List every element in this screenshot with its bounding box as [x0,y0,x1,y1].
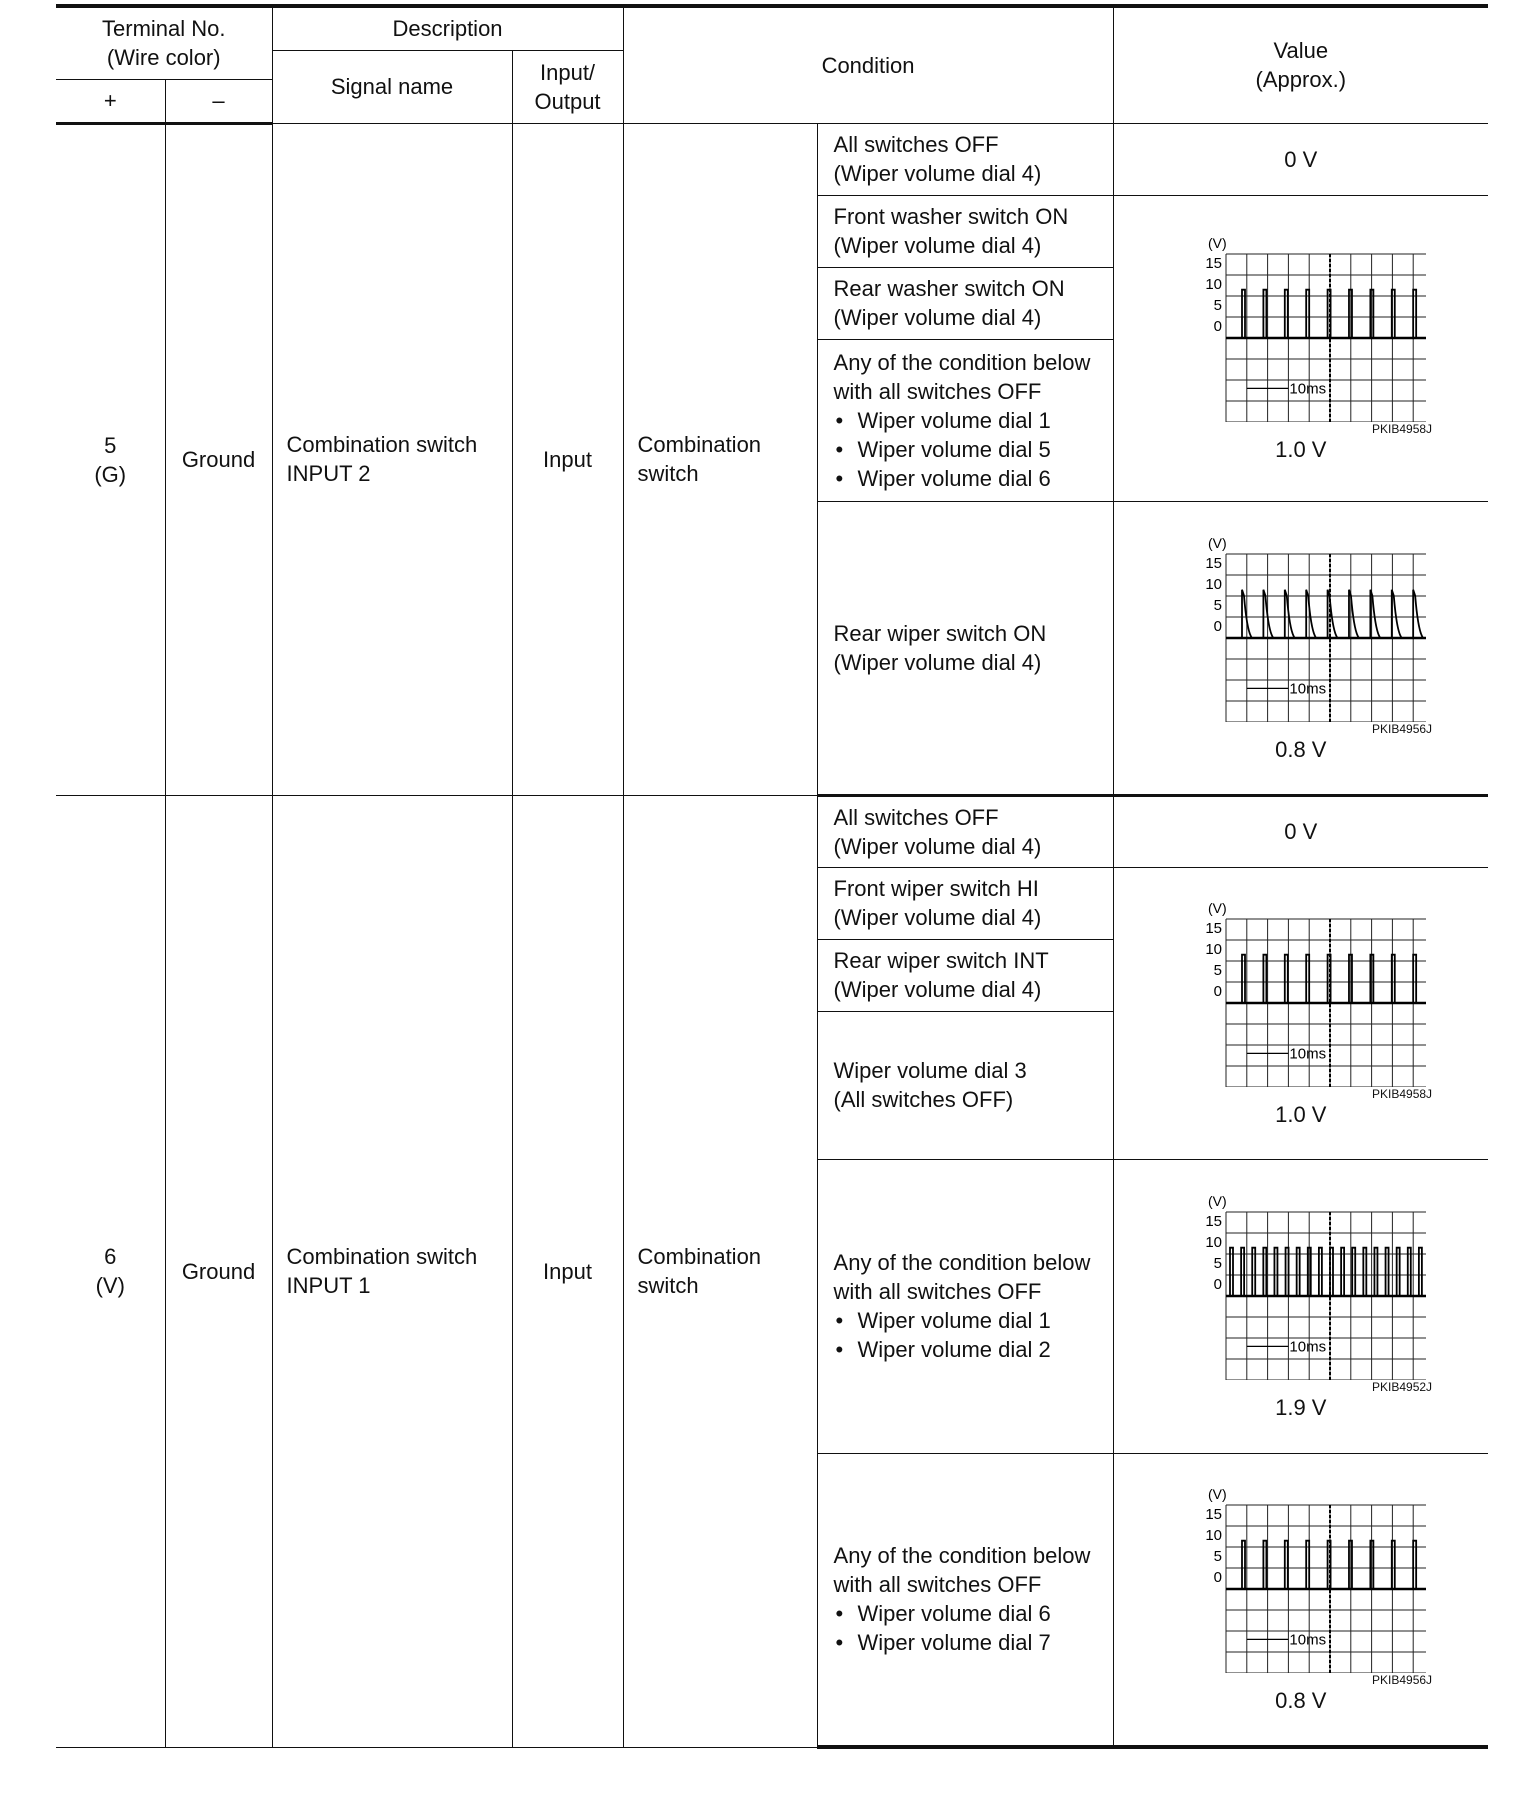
condition-group-6 [623,795,817,1747]
y-tick-label: 10 [1205,941,1222,958]
condition-line: (All switches OFF) [833,1087,1014,1112]
condition-group-5 [623,123,817,795]
y-tick-label: 10 [1205,276,1222,293]
condition-cell [817,795,1113,867]
wire-color-label: (Wire color) [106,45,221,71]
plus-header: + [56,79,165,123]
signal-name-6 [272,795,512,1747]
terminal-no-label: Terminal No. [102,16,226,42]
condition-cell [817,267,1113,339]
y-tick-label: 5 [1213,1548,1222,1566]
y-tick-label: 15 [1205,554,1222,572]
value-text: 0.8 V [1275,736,1327,762]
signal-name-line-1: Combination switch [286,1244,478,1269]
terminal-number: 5 [104,432,117,458]
value-label: Value [1273,38,1329,64]
value-cell-waveform [1113,867,1488,1159]
condition-line: Front wiper switch HI [833,876,1039,901]
condition-group-line-1: Combination [637,1244,762,1269]
signal-name-line-2: INPUT 1 [286,1273,371,1298]
terminal-no-header [56,6,272,79]
input-output-header [512,50,623,123]
condition-bullet: • Wiper volume dial 6 [834,464,1113,493]
condition-line: Rear wiper switch INT [833,948,1049,973]
condition-cell [817,339,1113,501]
condition-line: Rear washer switch ON [833,276,1065,301]
condition-line: All switches OFF [833,132,999,157]
value-text: 1.9 V [1275,1395,1327,1420]
condition-line: Rear wiper switch ON [833,620,1047,646]
terminal-plus-5 [56,123,165,795]
waveform-trace [1226,589,1426,637]
time-div-label: 10ms [1289,679,1326,697]
condition-cell [817,1159,1113,1453]
io-5: Input [512,123,623,795]
value-header [1113,6,1488,123]
time-div-label: 10ms [1289,380,1326,398]
condition-line: (Wiper volume dial 4) [833,161,1042,186]
waveform-trace [1226,1541,1426,1589]
y-tick-label: 15 [1205,920,1222,937]
description-header: Description [272,6,623,50]
y-tick-label: 10 [1205,1527,1222,1545]
condition-cell [817,1011,1113,1159]
condition-line: (Wiper volume dial 4) [833,649,1042,675]
time-div-label: 10ms [1289,1338,1326,1356]
y-tick-label: 0 [1213,617,1222,635]
condition-line: (Wiper volume dial 4) [833,233,1042,258]
axis-unit-label: (V) [1207,1486,1227,1503]
condition-line: Front washer switch ON [833,204,1069,229]
value-cell-waveform [1113,1159,1488,1453]
condition-line: Any of the condition below [833,1250,1091,1275]
y-tick-label: 5 [1213,962,1222,979]
condition-group-line-2: switch [637,1273,699,1298]
y-tick-label: 15 [1205,1213,1222,1230]
condition-bullet: • Wiper volume dial 6 [834,1599,1113,1628]
condition-cell [817,123,1113,195]
y-tick-label: 5 [1213,596,1222,614]
io-6: Input [512,795,623,1747]
condition-cell [817,1453,1113,1747]
signal-name-line-2: INPUT 2 [286,461,371,486]
minus-header: – [165,79,272,123]
condition-line: Any of the condition below [833,1543,1091,1569]
condition-bullet: • Wiper volume dial 1 [834,1306,1113,1335]
terminal-table-wrapper [56,4,1488,1749]
value-text: 1.0 V [1275,437,1327,462]
terminal-inspection-table [56,4,1488,1749]
condition-line: (Wiper volume dial 4) [833,905,1042,930]
waveform-chart [1176,897,1426,1087]
condition-cell [817,195,1113,267]
wire-color: (G) [94,461,127,487]
y-tick-label: 10 [1205,1234,1222,1251]
waveform-trace [1226,1248,1426,1296]
terminal-plus-6 [56,795,165,1747]
y-tick-label: 15 [1205,1506,1222,1524]
condition-bullet: • Wiper volume dial 7 [834,1628,1113,1657]
figure-code: PKIB4958J [1372,422,1433,436]
waveform-chart [1176,532,1426,722]
value-cell-waveform [1113,1453,1488,1747]
signal-name-line-1: Combination switch [286,432,478,457]
condition-cell [817,939,1113,1011]
condition-group-line-2: switch [637,461,699,486]
time-div-label: 10ms [1289,1631,1326,1649]
y-tick-label: 5 [1213,297,1222,314]
y-tick-label: 10 [1205,575,1222,593]
waveform-chart [1176,1190,1426,1380]
wire-color: (V) [95,1273,125,1298]
condition-bullet: • Wiper volume dial 5 [834,435,1113,464]
condition-bullet: • Wiper volume dial 2 [834,1335,1113,1364]
input-output-label-2: Output [534,88,601,114]
condition-line: (Wiper volume dial 4) [833,305,1042,330]
figure-code: PKIB4956J [1372,721,1433,736]
waveform-chart [1176,232,1426,422]
value-cell-waveform [1113,501,1488,795]
condition-line: All switches OFF [833,804,999,830]
value-text: 0.8 V [1275,1688,1327,1714]
condition-line: (Wiper volume dial 4) [833,977,1042,1002]
condition-cell [817,501,1113,795]
condition-header: Condition [623,6,1113,123]
terminal-minus-6: Ground [165,795,272,1747]
table-row [56,123,1488,195]
value-cell: 0 V [1113,123,1488,195]
axis-unit-label: (V) [1207,900,1227,916]
time-div-label: 10ms [1289,1045,1326,1063]
condition-cell [817,867,1113,939]
figure-code: PKIB4958J [1372,1087,1433,1101]
value-cell-waveform [1113,195,1488,501]
condition-line: (Wiper volume dial 4) [833,833,1042,859]
approx-label: (Approx.) [1255,67,1347,93]
waveform-chart [1176,1483,1426,1673]
y-tick-label: 0 [1213,1276,1222,1293]
condition-bullet: • Wiper volume dial 1 [834,406,1113,435]
axis-unit-label: (V) [1207,534,1227,551]
y-tick-label: 5 [1213,1255,1222,1272]
condition-group-line-1: Combination [637,432,762,457]
waveform-trace [1226,955,1426,1003]
signal-name-5 [272,123,512,795]
condition-line: Any of the condition below [833,349,1091,375]
waveform-trace [1226,290,1426,338]
condition-line: with all switches OFF [833,1279,1042,1304]
condition-line: with all switches OFF [833,1572,1042,1598]
value-text: 1.0 V [1275,1102,1327,1127]
condition-line: with all switches OFF [833,378,1042,404]
y-tick-label: 15 [1205,255,1222,272]
terminal-minus-5: Ground [165,123,272,795]
input-output-label-1: Input/ [540,59,596,85]
terminal-number: 6 [104,1244,117,1269]
y-tick-label: 0 [1213,983,1222,1000]
y-tick-label: 0 [1213,318,1222,335]
figure-code: PKIB4956J [1372,1673,1433,1688]
axis-unit-label: (V) [1207,235,1227,251]
condition-line: Wiper volume dial 3 [833,1058,1027,1083]
y-tick-label: 0 [1213,1569,1222,1587]
signal-name-header: Signal name [272,50,512,123]
value-cell: 0 V [1113,795,1488,867]
figure-code: PKIB4952J [1372,1380,1433,1394]
axis-unit-label: (V) [1207,1193,1227,1209]
table-row [56,795,1488,867]
